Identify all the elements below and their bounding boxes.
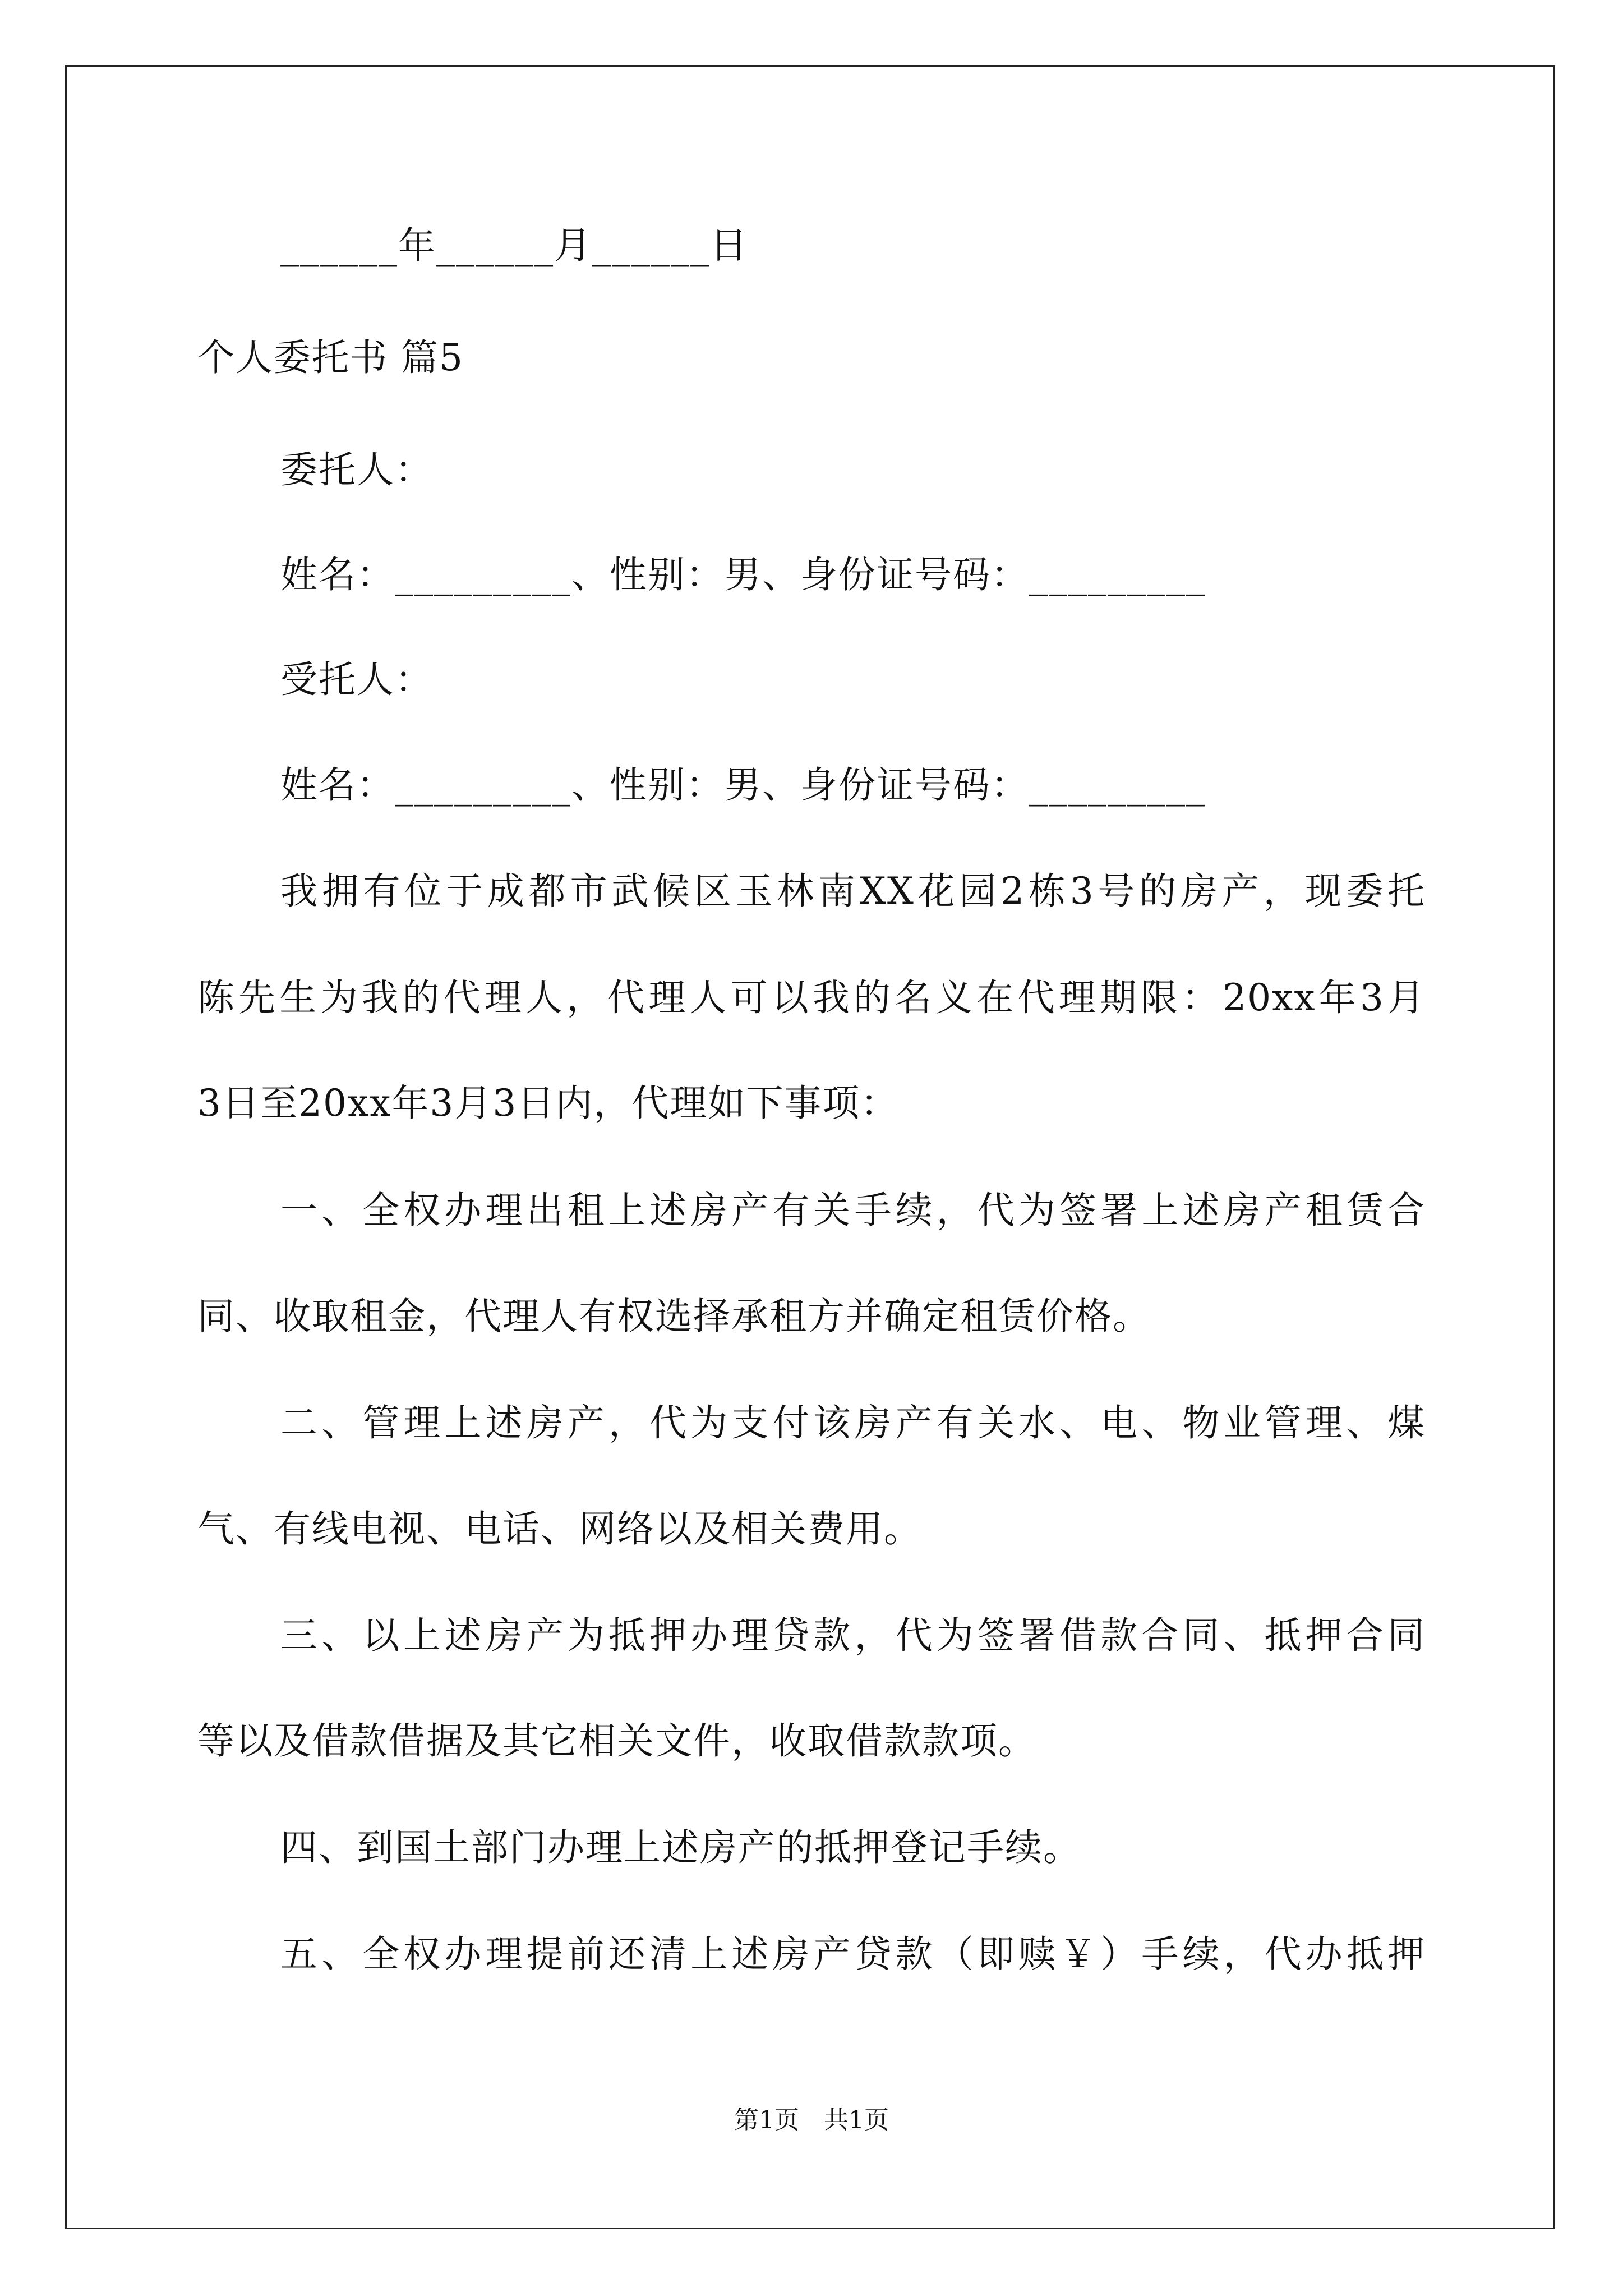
paragraph-line: 3日至20xx年3月3日内，代理如下事项： xyxy=(197,1082,899,1125)
paragraph-line: 二、管理上述房产，代为支付该房产有关水、电、物业管理、煤 xyxy=(280,1401,1426,1444)
principal-info: 姓名：_________、性别：男、身份证号码：_________ xyxy=(280,553,1206,596)
paragraph-line: 一、全权办理出租上述房产有关手续，代为签署上述房产租赁合 xyxy=(280,1189,1426,1232)
paragraph-line: 同、收取租金，代理人有权选择承租方并确定租赁价格。 xyxy=(197,1295,1151,1338)
page-number-footer: 第1页 共1页 xyxy=(734,2106,889,2134)
date-line: ______年______月______日 xyxy=(280,224,748,267)
paragraph-line: 气、有线电视、电话、网络以及相关费用。 xyxy=(197,1507,922,1550)
paragraph-line: 等以及借款借据及其它相关文件，收取借款款项。 xyxy=(197,1719,1036,1763)
paragraph-line: 五、全权办理提前还清上述房产贷款（即赎￥）手续，代办抵押 xyxy=(280,1932,1426,1976)
principal-heading: 委托人： xyxy=(280,448,433,491)
paragraph-line: 我拥有位于成都市武候区玉林南XX花园2栋3号的房产，现委托 xyxy=(280,869,1426,913)
page-border xyxy=(65,65,1555,2229)
paragraph-line: 陈先生为我的代理人，代理人可以我的名义在代理期限：20xx年3月 xyxy=(197,976,1426,1019)
section-title: 个人委托书 篇5 xyxy=(197,336,464,379)
agent-heading: 受托人： xyxy=(280,658,433,701)
paragraph-line: 四、到国土部门办理上述房产的抵押登记手续。 xyxy=(280,1826,1081,1869)
paragraph-line: 三、以上述房产为抵押办理贷款，代为签署借款合同、抵押合同 xyxy=(280,1614,1426,1657)
agent-info: 姓名：_________、性别：男、身份证号码：_________ xyxy=(280,763,1206,807)
